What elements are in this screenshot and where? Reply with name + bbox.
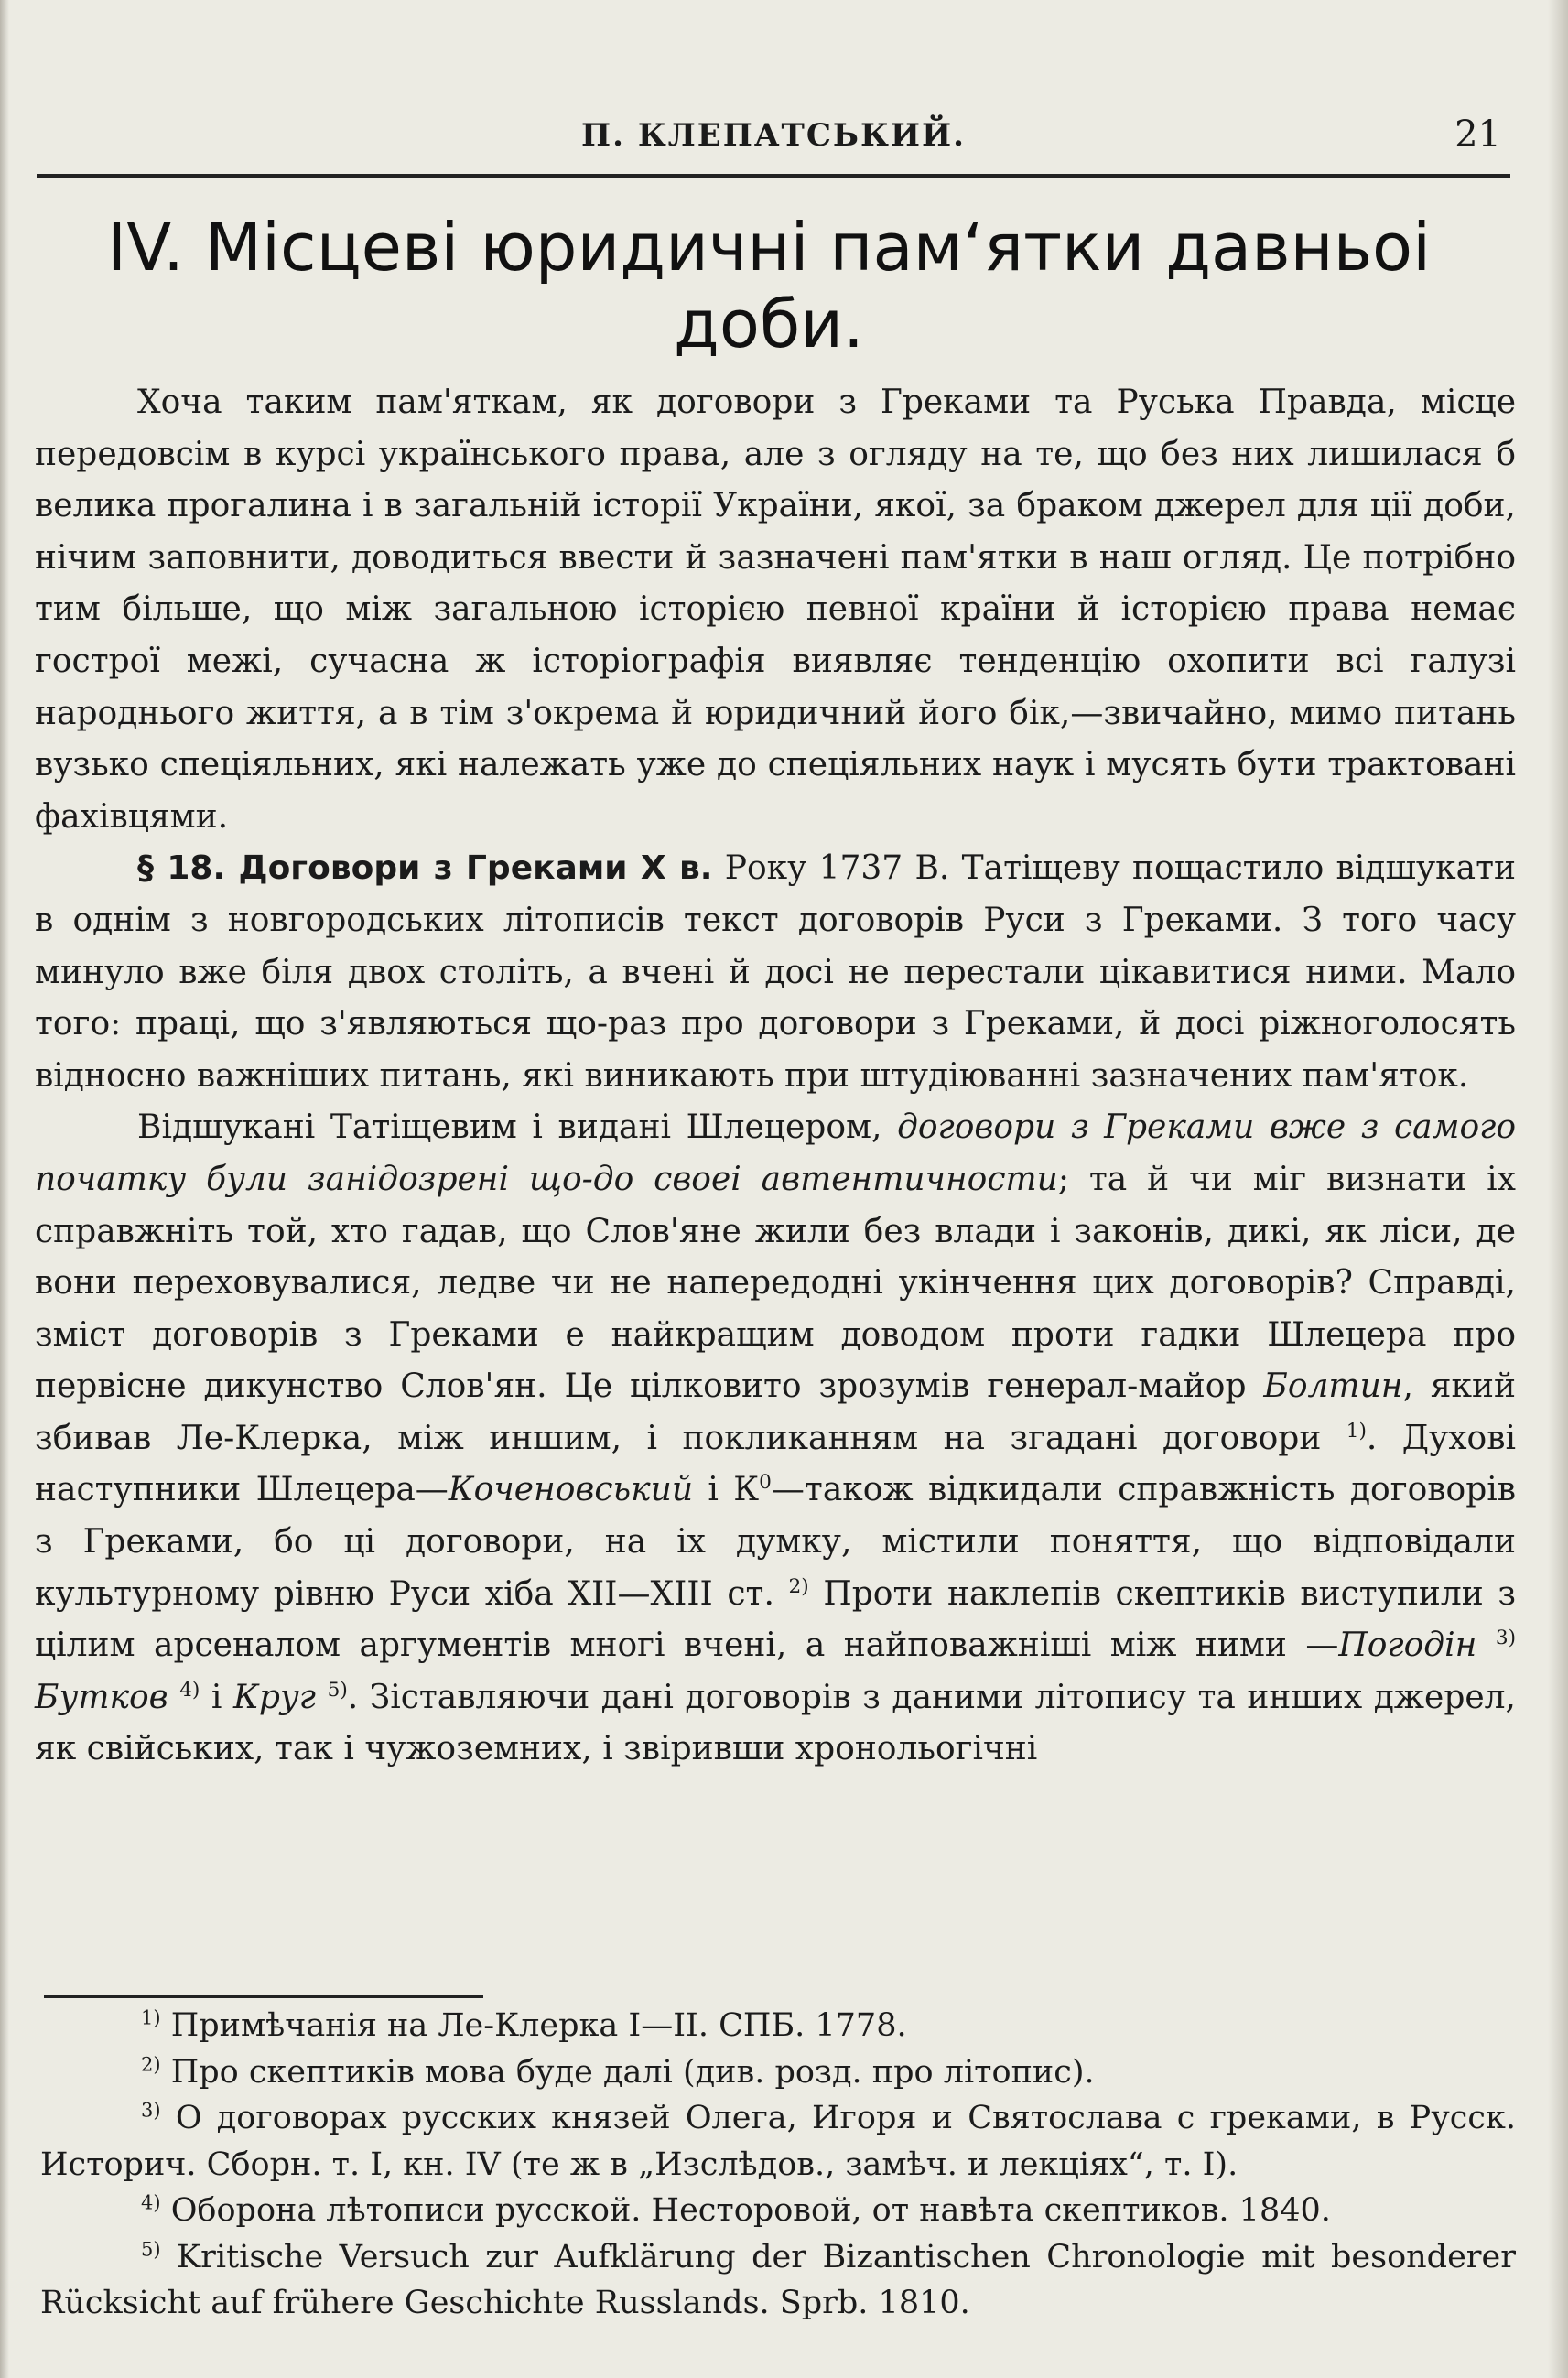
- page-binding-shadow: [0, 0, 9, 2378]
- italic-claim: договори з Греками вже з самого початку були занідозрені що-до своеі автентичности: [35, 1108, 1516, 1198]
- running-head: П. КЛЕПАТСЬКИЙ.: [581, 117, 966, 154]
- footnote-4: [40, 2188, 1516, 2234]
- footnote-text: О договорах русских князей Олега, Игоря и Святослава с греками, в Русск. Историч. Сборн. т. I, кн. IV (те ж в „Изслѣдов., замѣч. и лекціях“, т. I).: [40, 2100, 1516, 2183]
- footnote-mark: 4): [141, 2191, 161, 2214]
- footnote-text: Kritische Versuch zur Aufklärung der Bizantischen Chronologie mit besonderer Rücksicht auf frühere Geschichte Russlands. Sprb. 1810.: [40, 2238, 1516, 2321]
- chapter-title-line-2: доби.: [674, 286, 864, 362]
- name-butkov: Бутков: [35, 1678, 168, 1716]
- footnote-3: [40, 2095, 1516, 2188]
- text-run: Проти наклепів скептиків виступили з цілим арсеналом аргументів многі вчені, а найповажніші між ними —: [35, 1574, 1516, 1665]
- page-header: [37, 108, 1510, 178]
- page-edge-shadow: [1548, 0, 1568, 2378]
- paragraph-section-18: [35, 843, 1516, 1102]
- footnote-2: [40, 2049, 1516, 2096]
- footnote-rule: [44, 1995, 483, 1998]
- footnotes: [40, 2003, 1516, 2327]
- footnote-text: Про скептиків мова буде далі (див. розд. про літопис).: [170, 2053, 1095, 2091]
- text-run: і К: [693, 1471, 760, 1509]
- text-run: . Духові наступники Шлецера—: [35, 1419, 1516, 1509]
- body-text: [35, 377, 1516, 1776]
- footnote-ref-5: 5): [327, 1678, 348, 1702]
- name-kochenovsky: Коченовський: [448, 1471, 694, 1509]
- footnote-5: [40, 2234, 1516, 2327]
- paragraph-treaties-discussion: [35, 1102, 1516, 1776]
- footnote-ref-3: 3): [1495, 1627, 1517, 1650]
- footnote-ref-1: 1): [1346, 1419, 1367, 1443]
- text-run: —також відкидали справжність договорів з Греками, бо ці договори, на іх думку, містили поняття, що відповідали культурному рівню Руси хіба XII—XIII ст.: [35, 1471, 1517, 1613]
- paragraph-section-18-text: Року 1737 В. Татіщеву пощастило відшукати в однім з новгородських літописів текст договорів Руси з Греками. З того часу минуло вже біля двох століть, а вчені й досі не перестали цікавитися ними. Мало того: праці, що з'являються що-раз про договори з Греками, й досі ріжноголосять відносно важніших питань, які виникають при штудіюванні зазначених пам'яток.: [35, 849, 1516, 1095]
- page-number: 21: [1454, 113, 1501, 156]
- footnote-1: [40, 2003, 1516, 2049]
- text-run: ; та й чи міг визнати іх справжніть той, хто гадав, що Слов'яне жили без влади і законів, дикі, як ліси, де вони переховувалися, ледве чи не напередодні укінчення цих договорів? Справді, зміст договорів з Греками е найкращим доводом проти гадки Шлецера про первісне дикунство Слов'ян. Це цілковито зрозумів генерал-майор: [35, 1160, 1516, 1406]
- footnote-ref-2: 2): [788, 1574, 809, 1598]
- header-rule: [37, 174, 1510, 178]
- text-run: і: [200, 1678, 234, 1716]
- name-krug: Круг: [233, 1678, 316, 1716]
- name-pogodin: Погодін: [1338, 1627, 1477, 1665]
- footnote-text: Оборона лѣтописи русской. Несторовой, от навѣта скептиков. 1840.: [170, 2192, 1331, 2229]
- chapter-title-line-1: IV. Місцеві юридичні пам‘ятки давньоі: [106, 209, 1432, 286]
- section-heading: § 18. Договори з Греками X в.: [137, 849, 713, 888]
- superscript-zero: 0: [759, 1471, 772, 1495]
- footnote-mark: 3): [141, 2099, 161, 2122]
- chapter-title: [55, 209, 1483, 362]
- footnote-mark: 5): [141, 2237, 161, 2260]
- footnote-mark: 1): [141, 2006, 161, 2029]
- footnote-ref-4: 4): [179, 1678, 200, 1702]
- paragraph-intro: Хоча таким пам'яткам, як договори з Греками та Руська Правда, місце передовсім в курсі українського права, але з огляду на те, що без них лишилася б велика прогалина і в загальній історії України, якої, за браком джерел для ції доби, нічим заповнити, доводиться ввести й зазначені пам'ятки в наш огляд. Це потрібно тим більше, що між загальною історією певної країни й історією права немає гострої межі, сучасна ж історіографія виявляє тенденцію охопити всі галузі народнього життя, а в тім з'окрема й юридичний його бік,—звичайно, мимо питань вузько спеціяльних, які належать уже до спеціяльних наук і мусять бути трактовані фахівцями.: [35, 384, 1516, 836]
- text-run: , який збивав Ле-Клерка, між иншим, і покликанням на згадані договори: [35, 1367, 1516, 1457]
- text-run: . Зіставляючи дані договорів з даними літопису та инших джерел, як свійських, так і чужоземних, і звіривши хронольогічні: [35, 1678, 1516, 1768]
- name-boltin: Болтин: [1263, 1367, 1403, 1406]
- footnote-text: Примѣчанія на Ле-Клерка I—II. СПБ. 1778.: [170, 2007, 907, 2044]
- footnote-mark: 2): [141, 2052, 161, 2075]
- text-run: Відшукані Татіщевим і видані Шлецером,: [137, 1108, 898, 1147]
